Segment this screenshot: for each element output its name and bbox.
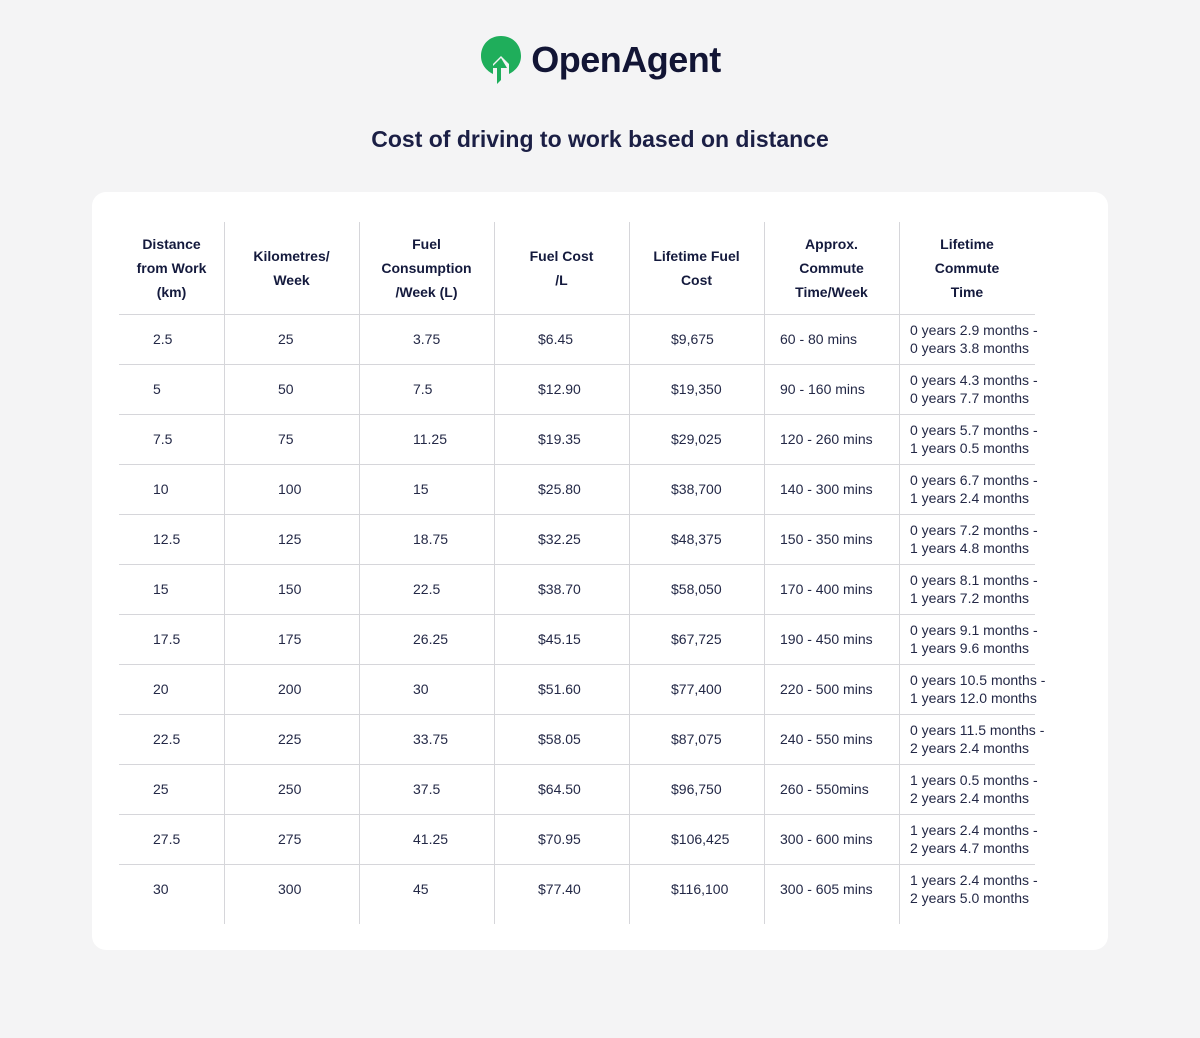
table-cell: 45 — [413, 881, 429, 897]
cell-line: 0 years 8.1 months - — [910, 572, 1038, 588]
table-cell: 125 — [278, 531, 302, 547]
cell-text — [910, 321, 1038, 357]
table-cell: 175 — [278, 631, 302, 647]
table-cell — [899, 564, 1065, 614]
table-cell: $77,400 — [671, 681, 722, 697]
table-cell — [899, 664, 1065, 714]
table-cell: 7.5 — [153, 431, 173, 447]
table-cell: 7.5 — [413, 381, 433, 397]
table-cell: 25 — [153, 781, 169, 797]
table-cell: $87,075 — [671, 731, 722, 747]
cell-line: 2 years 2.4 months — [910, 740, 1030, 756]
table-cell: $25.80 — [538, 481, 581, 497]
column-header: Approx. Commute Time/Week — [795, 236, 868, 300]
table-cell: $9,675 — [671, 331, 714, 347]
cell-line: 0 years 6.7 months - — [910, 472, 1038, 488]
cell-line: 0 years 7.2 months - — [910, 522, 1038, 538]
table-cell: 27.5 — [153, 831, 181, 847]
cell-text — [910, 521, 1038, 557]
cell-line: 0 years 11.5 months - — [910, 722, 1045, 738]
cell-line: 0 years 10.5 months - — [910, 672, 1046, 688]
table-cell: 260 - 550mins — [780, 781, 869, 797]
table-cell: $116,100 — [671, 881, 729, 897]
table-cell: $58.05 — [538, 731, 581, 747]
cell-line: 2 years 2.4 months — [910, 790, 1030, 806]
table-cell: 41.25 — [413, 831, 449, 847]
table-cell: 300 — [278, 881, 302, 897]
table-cell — [899, 514, 1065, 564]
table-cell — [899, 814, 1065, 864]
table-cell — [899, 464, 1065, 514]
column-header: Fuel Cost /L — [529, 248, 594, 288]
table-cell: 3.75 — [413, 331, 441, 347]
cell-text — [910, 471, 1038, 507]
table-cell: 300 - 600 mins — [780, 831, 873, 847]
cell-line: 1 years 0.5 months — [910, 440, 1030, 456]
cell-text — [910, 721, 1044, 757]
table-cell — [899, 364, 1065, 414]
cell-line: 0 years 4.3 months - — [910, 372, 1038, 388]
table-cell: 120 - 260 mins — [780, 431, 873, 447]
table-cell: $19,350 — [671, 381, 722, 397]
table-cell: $51.60 — [538, 681, 581, 697]
table-cell: 30 — [413, 681, 429, 697]
table-cell — [899, 864, 1065, 914]
table-cell: 150 - 350 mins — [780, 531, 873, 547]
table-cell — [899, 714, 1065, 764]
cell-line: 1 years 2.4 months - — [910, 872, 1038, 888]
table-cell: 240 - 550 mins — [780, 731, 873, 747]
cell-text — [910, 571, 1038, 607]
table-cell: $64.50 — [538, 781, 581, 797]
table-cell: 18.75 — [413, 531, 449, 547]
cell-text — [910, 871, 1038, 907]
table-cell: 25 — [278, 331, 294, 347]
table-cell: $38.70 — [538, 581, 581, 597]
cell-line: 0 years 5.7 months - — [910, 422, 1038, 438]
table-cell: 60 - 80 mins — [780, 331, 858, 347]
table-cell — [899, 414, 1065, 464]
cell-line: 1 years 2.4 months - — [910, 822, 1038, 838]
table-cell: $70.95 — [538, 831, 581, 847]
table-cell: 10 — [153, 481, 169, 497]
cell-line: 0 years 3.8 months — [910, 340, 1030, 356]
table-cell: 20 — [153, 681, 169, 697]
table-cell: 12.5 — [153, 531, 181, 547]
page-title: Cost of driving to work based on distance — [371, 126, 829, 152]
table-cell: 33.75 — [413, 731, 449, 747]
table-cell: 5 — [153, 381, 161, 397]
data-table — [119, 222, 1046, 924]
cell-line: 1 years 2.4 months — [910, 490, 1030, 506]
table-cell: 140 - 300 mins — [780, 481, 873, 497]
table-cell: $96,750 — [671, 781, 722, 797]
table-cell: 11.25 — [413, 431, 447, 447]
table-cell: $6.45 — [538, 331, 574, 347]
cell-line: 1 years 7.2 months — [910, 590, 1030, 606]
cell-line: 1 years 0.5 months - — [910, 772, 1038, 788]
table-cell: 75 — [278, 431, 294, 447]
column-header: Lifetime Fuel Cost — [653, 248, 740, 288]
cell-text — [910, 421, 1038, 457]
table-cell: 37.5 — [413, 781, 441, 797]
column-header: Kilometres/ Week — [253, 248, 330, 288]
table-cell: 100 — [278, 481, 302, 497]
cell-line: 1 years 9.6 months — [910, 640, 1030, 656]
table-cell: $19.35 — [538, 431, 581, 447]
table-cell — [899, 614, 1065, 664]
cell-line: 2 years 5.0 months — [910, 890, 1030, 906]
table-cell: 250 — [278, 781, 302, 797]
table-cell: 170 - 400 mins — [780, 581, 873, 597]
table-cell: $29,025 — [671, 431, 722, 447]
table-cell: 190 - 450 mins — [780, 631, 873, 647]
table-cell: 50 — [278, 381, 294, 397]
table-cell: 22.5 — [153, 731, 181, 747]
table-cell: 17.5 — [153, 631, 181, 647]
table-cell: $58,050 — [671, 581, 722, 597]
table-cell: 275 — [278, 831, 302, 847]
table-cell: 90 - 160 mins — [780, 381, 865, 397]
table-cell: $67,725 — [671, 631, 722, 647]
cell-text — [910, 621, 1038, 657]
cell-text — [910, 671, 1045, 707]
table-cell: 22.5 — [413, 581, 441, 597]
table-cell: $45.15 — [538, 631, 581, 647]
cell-line: 0 years 7.7 months — [910, 390, 1030, 406]
cell-text — [910, 771, 1038, 807]
table-cell: 26.25 — [413, 631, 449, 647]
table-cell: 15 — [413, 481, 429, 497]
brand-logo — [0, 34, 1200, 86]
cell-line: 1 years 12.0 months — [910, 690, 1037, 706]
table-cell: 30 — [153, 881, 169, 897]
cell-line: 0 years 9.1 months - — [910, 622, 1038, 638]
table-cell — [899, 314, 1065, 364]
table-cell: $38,700 — [671, 481, 722, 497]
column-header: Fuel Consumption /Week (L) — [381, 236, 472, 300]
brand-name: OpenAgent — [531, 39, 721, 80]
house-pin-icon — [479, 34, 523, 86]
cell-line: 2 years 4.7 months — [910, 840, 1030, 856]
table-cell: 15 — [153, 581, 169, 597]
column-header: Lifetime Commute Time — [934, 236, 1000, 300]
table-cell: 200 — [278, 681, 302, 697]
table-cell: $32.25 — [538, 531, 581, 547]
cell-text — [910, 821, 1038, 857]
table-cell: $48,375 — [671, 531, 722, 547]
cell-line: 0 years 2.9 months - — [910, 322, 1038, 338]
table-cell: 220 - 500 mins — [780, 681, 873, 697]
table-cell: 2.5 — [153, 331, 173, 347]
table-cell: $77.40 — [538, 881, 581, 897]
table-cell: $106,425 — [671, 831, 730, 847]
table-cell: $12.90 — [538, 381, 581, 397]
table-cell: 300 - 605 mins — [780, 881, 873, 897]
cell-text — [910, 371, 1038, 407]
cell-line: 1 years 4.8 months — [910, 540, 1030, 556]
table-cell: 150 — [278, 581, 302, 597]
column-header: Distance from Work (km) — [136, 236, 207, 300]
table-cell — [899, 764, 1065, 814]
table-cell: 225 — [278, 731, 302, 747]
